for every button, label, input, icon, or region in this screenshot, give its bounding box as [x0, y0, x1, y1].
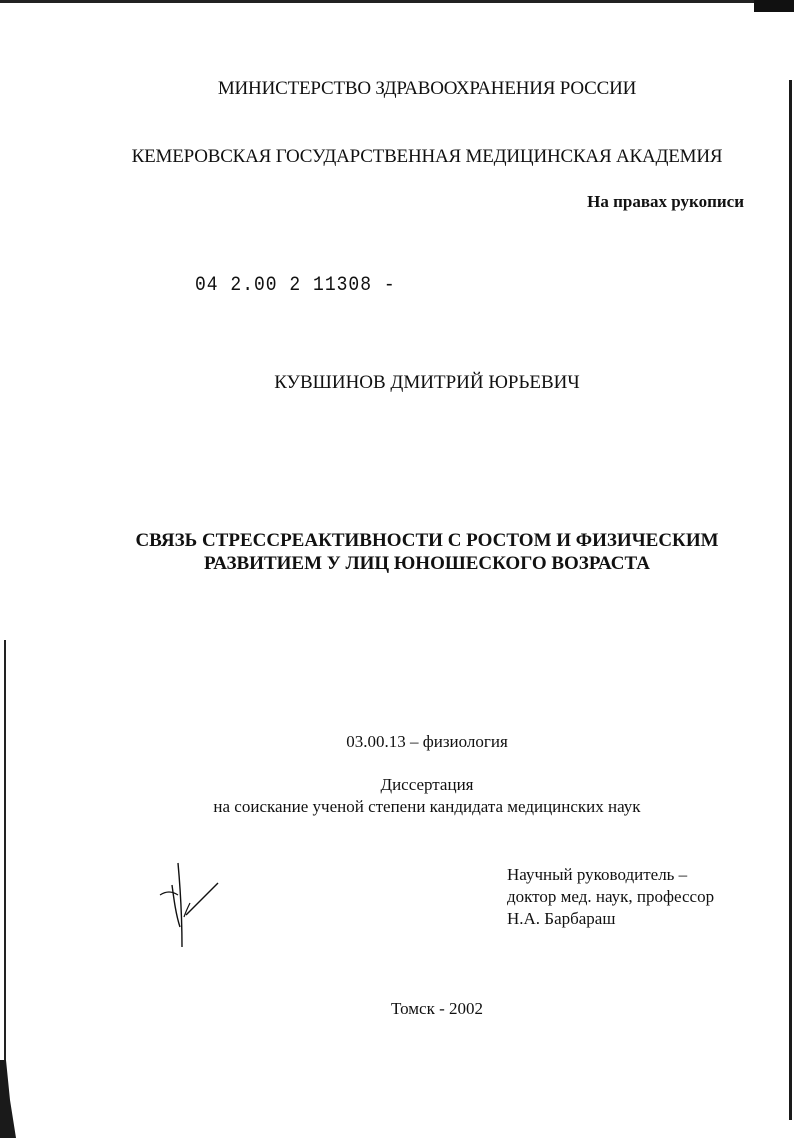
title-line-1: СВЯЗЬ СТРЕССРЕАКТИВНОСТИ С РОСТОМ И ФИЗИЧЕСКИМ — [135, 530, 719, 551]
dissertation-title — [30, 529, 794, 575]
scan-edge-left-bottom — [0, 1060, 18, 1138]
supervisor-name: Н.А. Барбараш — [507, 909, 616, 928]
rights-note: На правах рукописи — [587, 192, 744, 211]
ministry-heading: МИНИСТЕРСТВО ЗДРАВООХРАНЕНИЯ РОССИИ — [217, 78, 637, 99]
dissertation-label: Диссертация — [380, 775, 474, 794]
supervisor-degree: доктор мед. наук, профессор — [507, 887, 715, 906]
city-year: Томск - 2002 — [390, 999, 483, 1018]
specialty-code: 03.00.13 – физиология — [346, 732, 508, 751]
scan-edge-right — [789, 80, 792, 1120]
academy-heading: КЕМЕРОВСКАЯ ГОСУДАРСТВЕННАЯ МЕДИЦИНСКАЯ АКАДЕМИЯ — [131, 146, 723, 167]
author-name: КУВШИНОВ ДМИТРИЙ ЮРЬЕВИЧ — [274, 372, 580, 393]
title-line-2: РАЗВИТИЕМ У ЛИЦ ЮНОШЕСКОГО ВОЗРАСТА — [204, 553, 650, 574]
scan-edge-top — [0, 0, 794, 3]
supervisor-block — [507, 864, 714, 930]
registration-stamp: 04 2.00 2 11308 - — [195, 274, 396, 297]
signature-mark — [150, 855, 230, 955]
scan-edge-corner — [754, 0, 794, 12]
degree-line: на соискание ученой степени кандидата медицинских наук — [213, 797, 641, 816]
scan-edge-left — [4, 640, 6, 1060]
supervisor-role: Научный руководитель – — [507, 865, 688, 884]
